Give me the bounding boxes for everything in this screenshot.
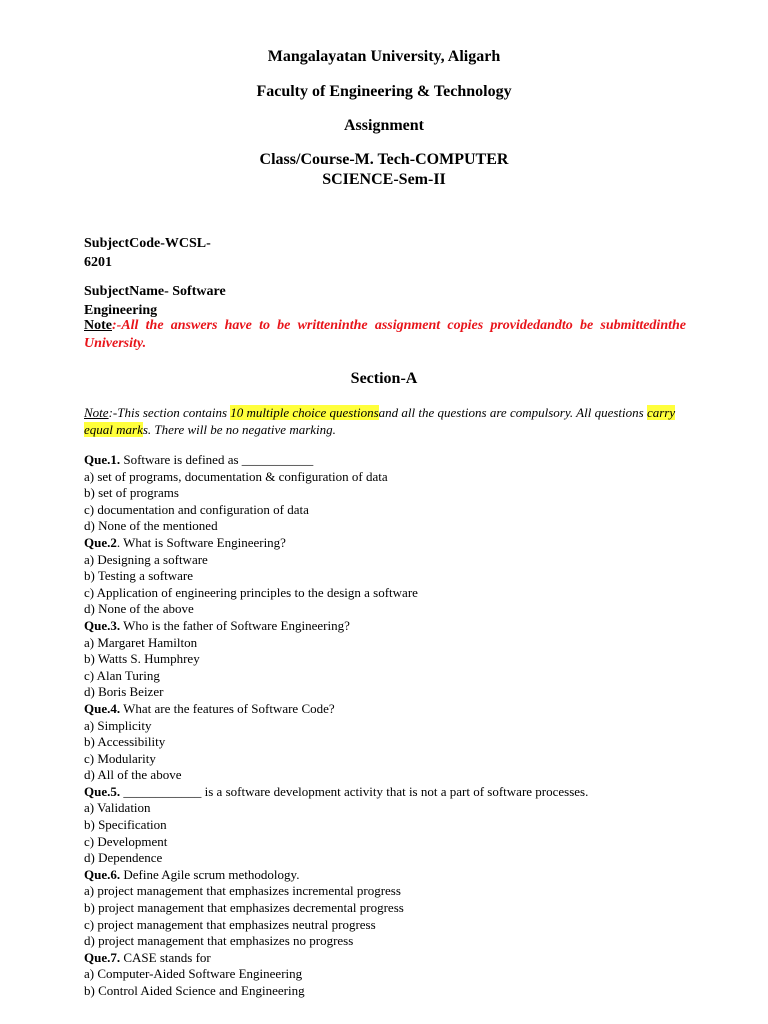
question-1-option-b: b) set of programs — [84, 485, 179, 501]
question-4-option-d: d) All of the above — [84, 767, 182, 783]
question-4-stem — [84, 701, 704, 718]
question-5 — [84, 784, 704, 867]
subject-code — [84, 234, 211, 272]
note-separator: :- — [112, 318, 122, 333]
question-4-option-b: b) Accessibility — [84, 734, 166, 750]
question-3-option-d: d) Boris Beizer — [84, 684, 164, 700]
question-5-text: ____________ is a software development activity that is not a part of software processes. — [120, 783, 589, 799]
section-title: Section-A — [350, 370, 418, 387]
question-7 — [84, 950, 704, 1000]
question-3-option-c: c) Alan Turing — [84, 667, 160, 683]
note-text: All the answers have to be writteninthe assignment copies providedandto be submittedinthe University. — [84, 318, 686, 351]
question-1-option-d: d) None of the mentioned — [84, 518, 218, 534]
question-3-stem — [84, 618, 704, 635]
question-3-option-a: a) Margaret Hamilton — [84, 634, 198, 650]
question-5-stem — [84, 784, 704, 801]
question-1-stem — [84, 452, 704, 469]
question-6-text: Define Agile scrum methodology. — [120, 866, 300, 882]
question-2-option-d: d) None of the above — [84, 601, 194, 617]
document-type: Assignment — [343, 117, 424, 134]
question-7-label: Que.7. — [84, 949, 121, 965]
question-2-option-c: c) Application of engineering principles to the design a software — [84, 584, 418, 600]
question-2-label: Que.2 — [84, 534, 117, 550]
question-4 — [84, 701, 704, 784]
assignment-note — [84, 317, 686, 353]
question-4-option-c: c) Modularity — [84, 750, 156, 766]
question-7-option-b: b) Control Aided Science and Engineering — [84, 983, 305, 998]
question-3-text: Who is the father of Software Engineering? — [120, 617, 350, 633]
question-4-text: What are the features of Software Code? — [120, 700, 335, 716]
subject-code-line-1: SubjectCode-WCSL- — [84, 236, 211, 251]
question-3-label: Que.3. — [84, 617, 121, 633]
section-note-part-3: s. There will be no negative marking. — [142, 422, 336, 437]
course-line-1: Class/Course-M. Tech-COMPUTER — [259, 151, 509, 168]
section-note-highlight-1: 10 multiple choice questions — [230, 405, 379, 420]
question-1-option-c: c) documentation and configuration of data — [84, 501, 309, 517]
subject-code-line-2: 6201 — [84, 255, 112, 270]
subject-name — [84, 282, 226, 320]
question-6-label: Que.6. — [84, 866, 121, 882]
section-note — [84, 404, 688, 438]
question-6-stem — [84, 867, 704, 884]
subject-name-line-2: Engineering — [84, 303, 158, 318]
question-6-option-d: d) project management that emphasizes no progress — [84, 933, 354, 949]
question-3 — [84, 618, 704, 701]
question-4-label: Que.4. — [84, 700, 121, 716]
question-6-option-a: a) project management that emphasizes incremental progress — [84, 883, 401, 899]
question-2-stem — [84, 535, 704, 552]
question-2-text: . What is Software Engineering? — [116, 534, 286, 550]
section-note-highlight-2: carry equal mark — [84, 405, 676, 437]
note-label: Note — [84, 318, 112, 333]
question-5-option-a: a) Validation — [84, 800, 151, 816]
question-5-option-c: c) Development — [84, 833, 168, 849]
question-5-label: Que.5. — [84, 783, 121, 799]
question-7-option-a: a) Computer-Aided Software Engineering — [84, 966, 303, 982]
question-5-option-d: d) Dependence — [84, 850, 163, 866]
university-title: Mangalayatan University, Aligarh — [267, 48, 501, 65]
question-2 — [84, 535, 704, 618]
question-6 — [84, 867, 704, 950]
question-7-stem — [84, 950, 704, 967]
course-line-2: SCIENCE-Sem-II — [322, 171, 446, 188]
question-6-option-c: c) project management that emphasizes neutral progress — [84, 916, 376, 932]
question-1-option-a: a) set of programs, documentation & configuration of data — [84, 468, 388, 484]
question-list — [84, 452, 704, 1000]
section-note-part-2: and all the questions are compulsory. All questions — [378, 405, 647, 420]
section-note-part-1: :-This section contains — [108, 405, 231, 420]
question-4-option-a: a) Simplicity — [84, 717, 152, 733]
course-title — [0, 150, 768, 190]
question-5-option-b: b) Specification — [84, 817, 167, 833]
question-2-option-b: b) Testing a software — [84, 568, 193, 584]
question-7-text: CASE stands for — [120, 949, 211, 965]
question-2-option-a: a) Designing a software — [84, 551, 208, 567]
faculty-title: Faculty of Engineering & Technology — [256, 83, 512, 100]
question-1-text: Software is defined as ___________ — [120, 452, 314, 467]
question-1-label: Que.1. — [84, 452, 121, 467]
subject-name-line-1: SubjectName- Software — [84, 284, 226, 299]
question-3-option-b: b) Watts S. Humphrey — [84, 651, 200, 667]
question-6-option-b: b) project management that emphasizes decremental progress — [84, 900, 404, 916]
section-note-label: Note — [84, 405, 109, 420]
question-1 — [84, 452, 704, 535]
